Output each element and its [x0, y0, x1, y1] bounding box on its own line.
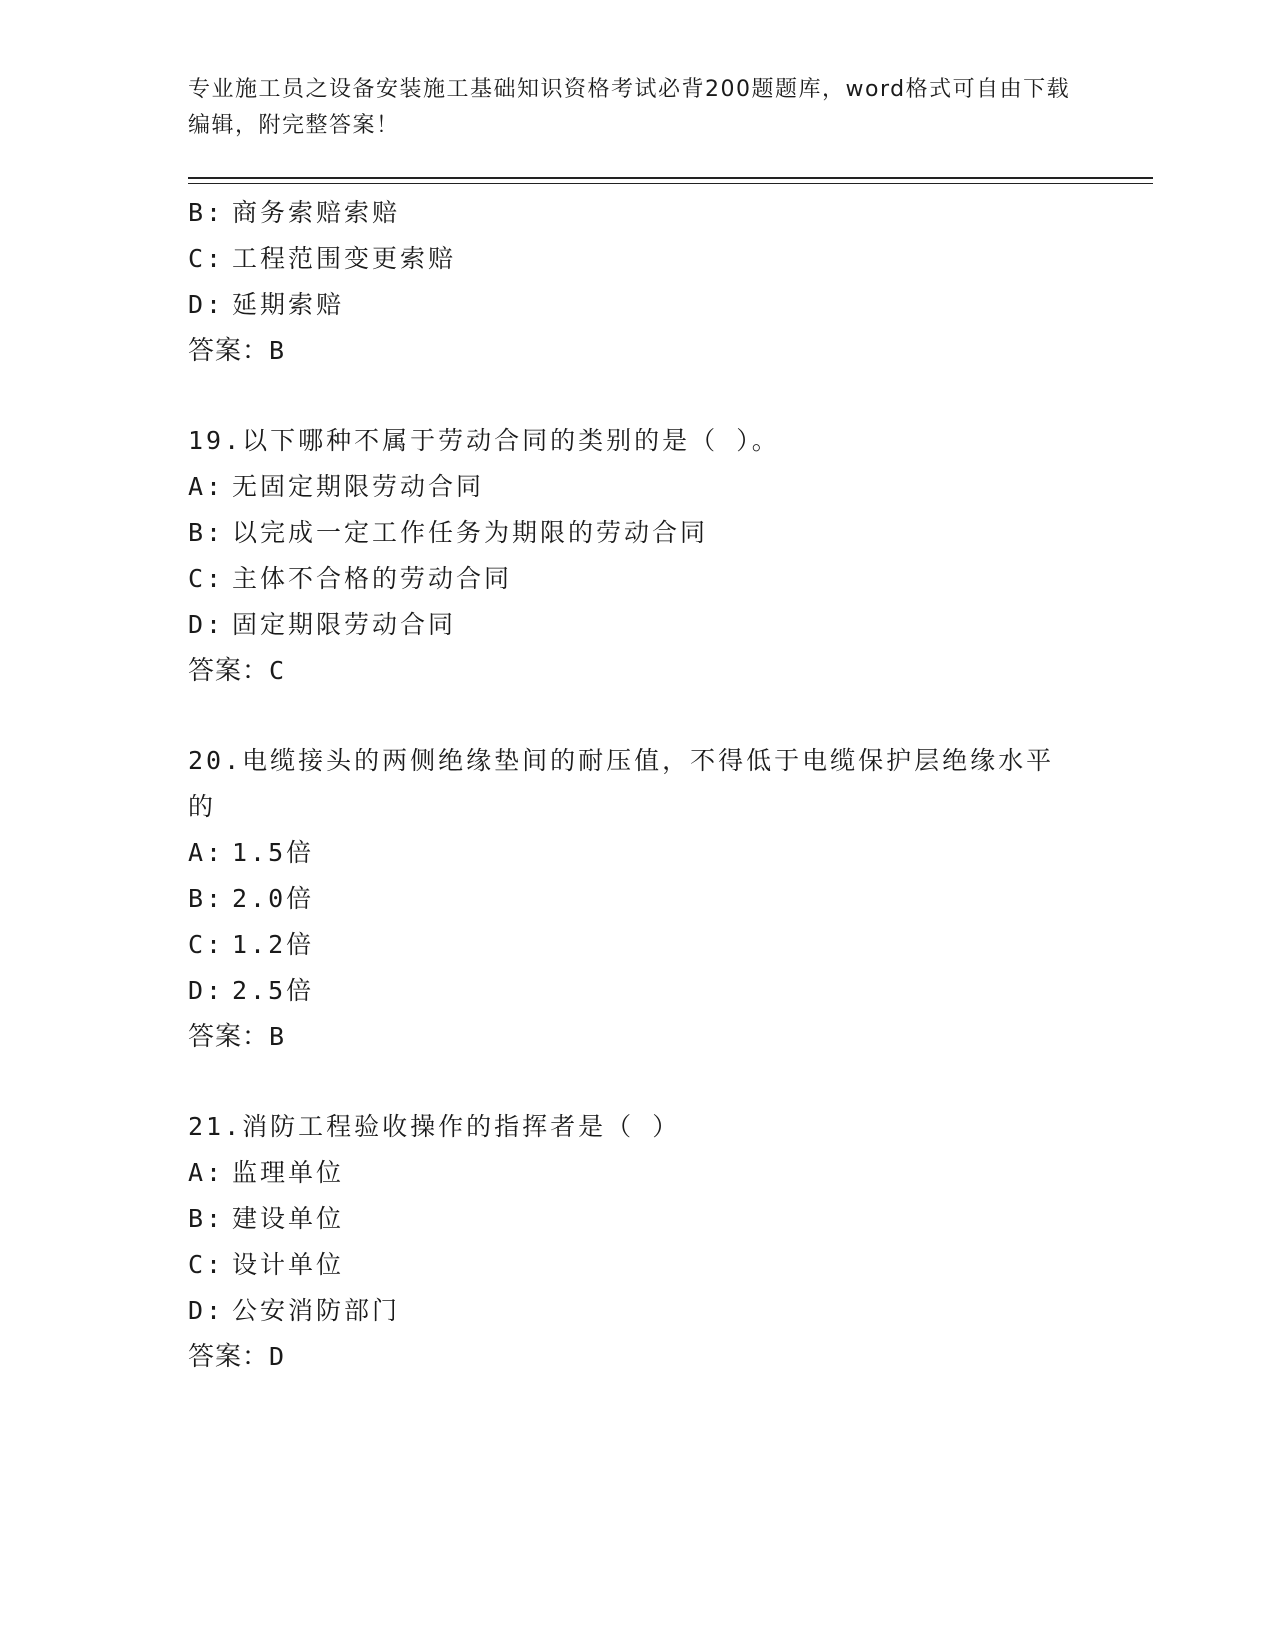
- option-letter: C:: [188, 244, 225, 273]
- option-letter: D:: [188, 610, 225, 639]
- option-text: 2.5倍: [232, 976, 315, 1005]
- answer-value: B: [269, 1022, 286, 1051]
- option-b: [188, 190, 1088, 236]
- option-d: [188, 1288, 1088, 1334]
- option-b: [188, 510, 1088, 556]
- header-rule-thin: [188, 183, 1153, 184]
- option-a: [188, 1150, 1088, 1196]
- option-text: 延期索赔: [232, 290, 345, 319]
- option-text: 商务索赔索赔: [232, 198, 401, 227]
- answer-label: 答案：: [188, 1022, 270, 1052]
- option-a: [188, 464, 1088, 510]
- option-c: [188, 236, 1088, 282]
- answer-label: 答案：: [188, 1342, 270, 1372]
- option-text: 以完成一定工作任务为期限的劳动合同: [232, 518, 709, 547]
- answer-line: [188, 648, 1088, 694]
- option-letter: B:: [188, 198, 225, 227]
- option-c: [188, 556, 1088, 602]
- answer-value: B: [269, 336, 286, 365]
- option-letter: B:: [188, 884, 225, 913]
- option-letter: D:: [188, 290, 225, 319]
- question-20: [188, 738, 1088, 1060]
- answer-value: C: [269, 656, 286, 685]
- header-rule: [188, 177, 1153, 179]
- question-stem: 19.以下哪种不属于劳动合同的类别的是（ ）。: [188, 426, 780, 455]
- option-letter: C:: [188, 930, 225, 959]
- option-text: 工程范围变更索赔: [232, 244, 457, 273]
- option-b: [188, 1196, 1088, 1242]
- option-letter: A:: [188, 472, 225, 501]
- option-b: [188, 876, 1088, 922]
- option-text: 1.2倍: [232, 930, 315, 959]
- question-stem: 20.电缆接头的两侧绝缘垫间的耐压值，不得低于电缆保护层绝缘水平的: [188, 746, 1055, 821]
- option-c: [188, 922, 1088, 968]
- option-letter: C:: [188, 1250, 225, 1279]
- option-letter: A:: [188, 1158, 225, 1187]
- previous-question-tail: [188, 190, 1088, 374]
- question-21: [188, 1104, 1088, 1380]
- answer-label: 答案：: [188, 656, 270, 686]
- option-text: 监理单位: [232, 1158, 345, 1187]
- option-text: 建设单位: [232, 1204, 345, 1233]
- answer-line: [188, 1014, 1088, 1060]
- answer-line: [188, 328, 1088, 374]
- option-letter: B:: [188, 518, 225, 547]
- option-text: 设计单位: [232, 1250, 345, 1279]
- option-text: 无固定期限劳动合同: [232, 472, 485, 501]
- answer-value: D: [269, 1342, 286, 1371]
- option-text: 公安消防部门: [232, 1296, 401, 1325]
- option-text: 2.0倍: [232, 884, 315, 913]
- option-text: 固定期限劳动合同: [232, 610, 457, 639]
- document-header: 专业施工员之设备安装施工基础知识资格考试必背200题题库，word格式可自由下载编辑，附完整答案！: [188, 77, 1071, 138]
- option-text: 1.5倍: [232, 838, 315, 867]
- option-text: 主体不合格的劳动合同: [232, 564, 513, 593]
- option-d: [188, 602, 1088, 648]
- option-letter: D:: [188, 1296, 225, 1325]
- question-19: [188, 418, 1088, 694]
- option-d: [188, 968, 1088, 1014]
- option-c: [188, 1242, 1088, 1288]
- option-letter: B:: [188, 1204, 225, 1233]
- option-letter: D:: [188, 976, 225, 1005]
- option-a: [188, 830, 1088, 876]
- answer-label: 答案：: [188, 336, 270, 366]
- option-letter: A:: [188, 838, 225, 867]
- question-list: [188, 190, 1088, 1380]
- option-d: [188, 282, 1088, 328]
- option-letter: C:: [188, 564, 225, 593]
- question-stem: 21.消防工程验收操作的指挥者是（ ）: [188, 1112, 681, 1141]
- answer-line: [188, 1334, 1088, 1380]
